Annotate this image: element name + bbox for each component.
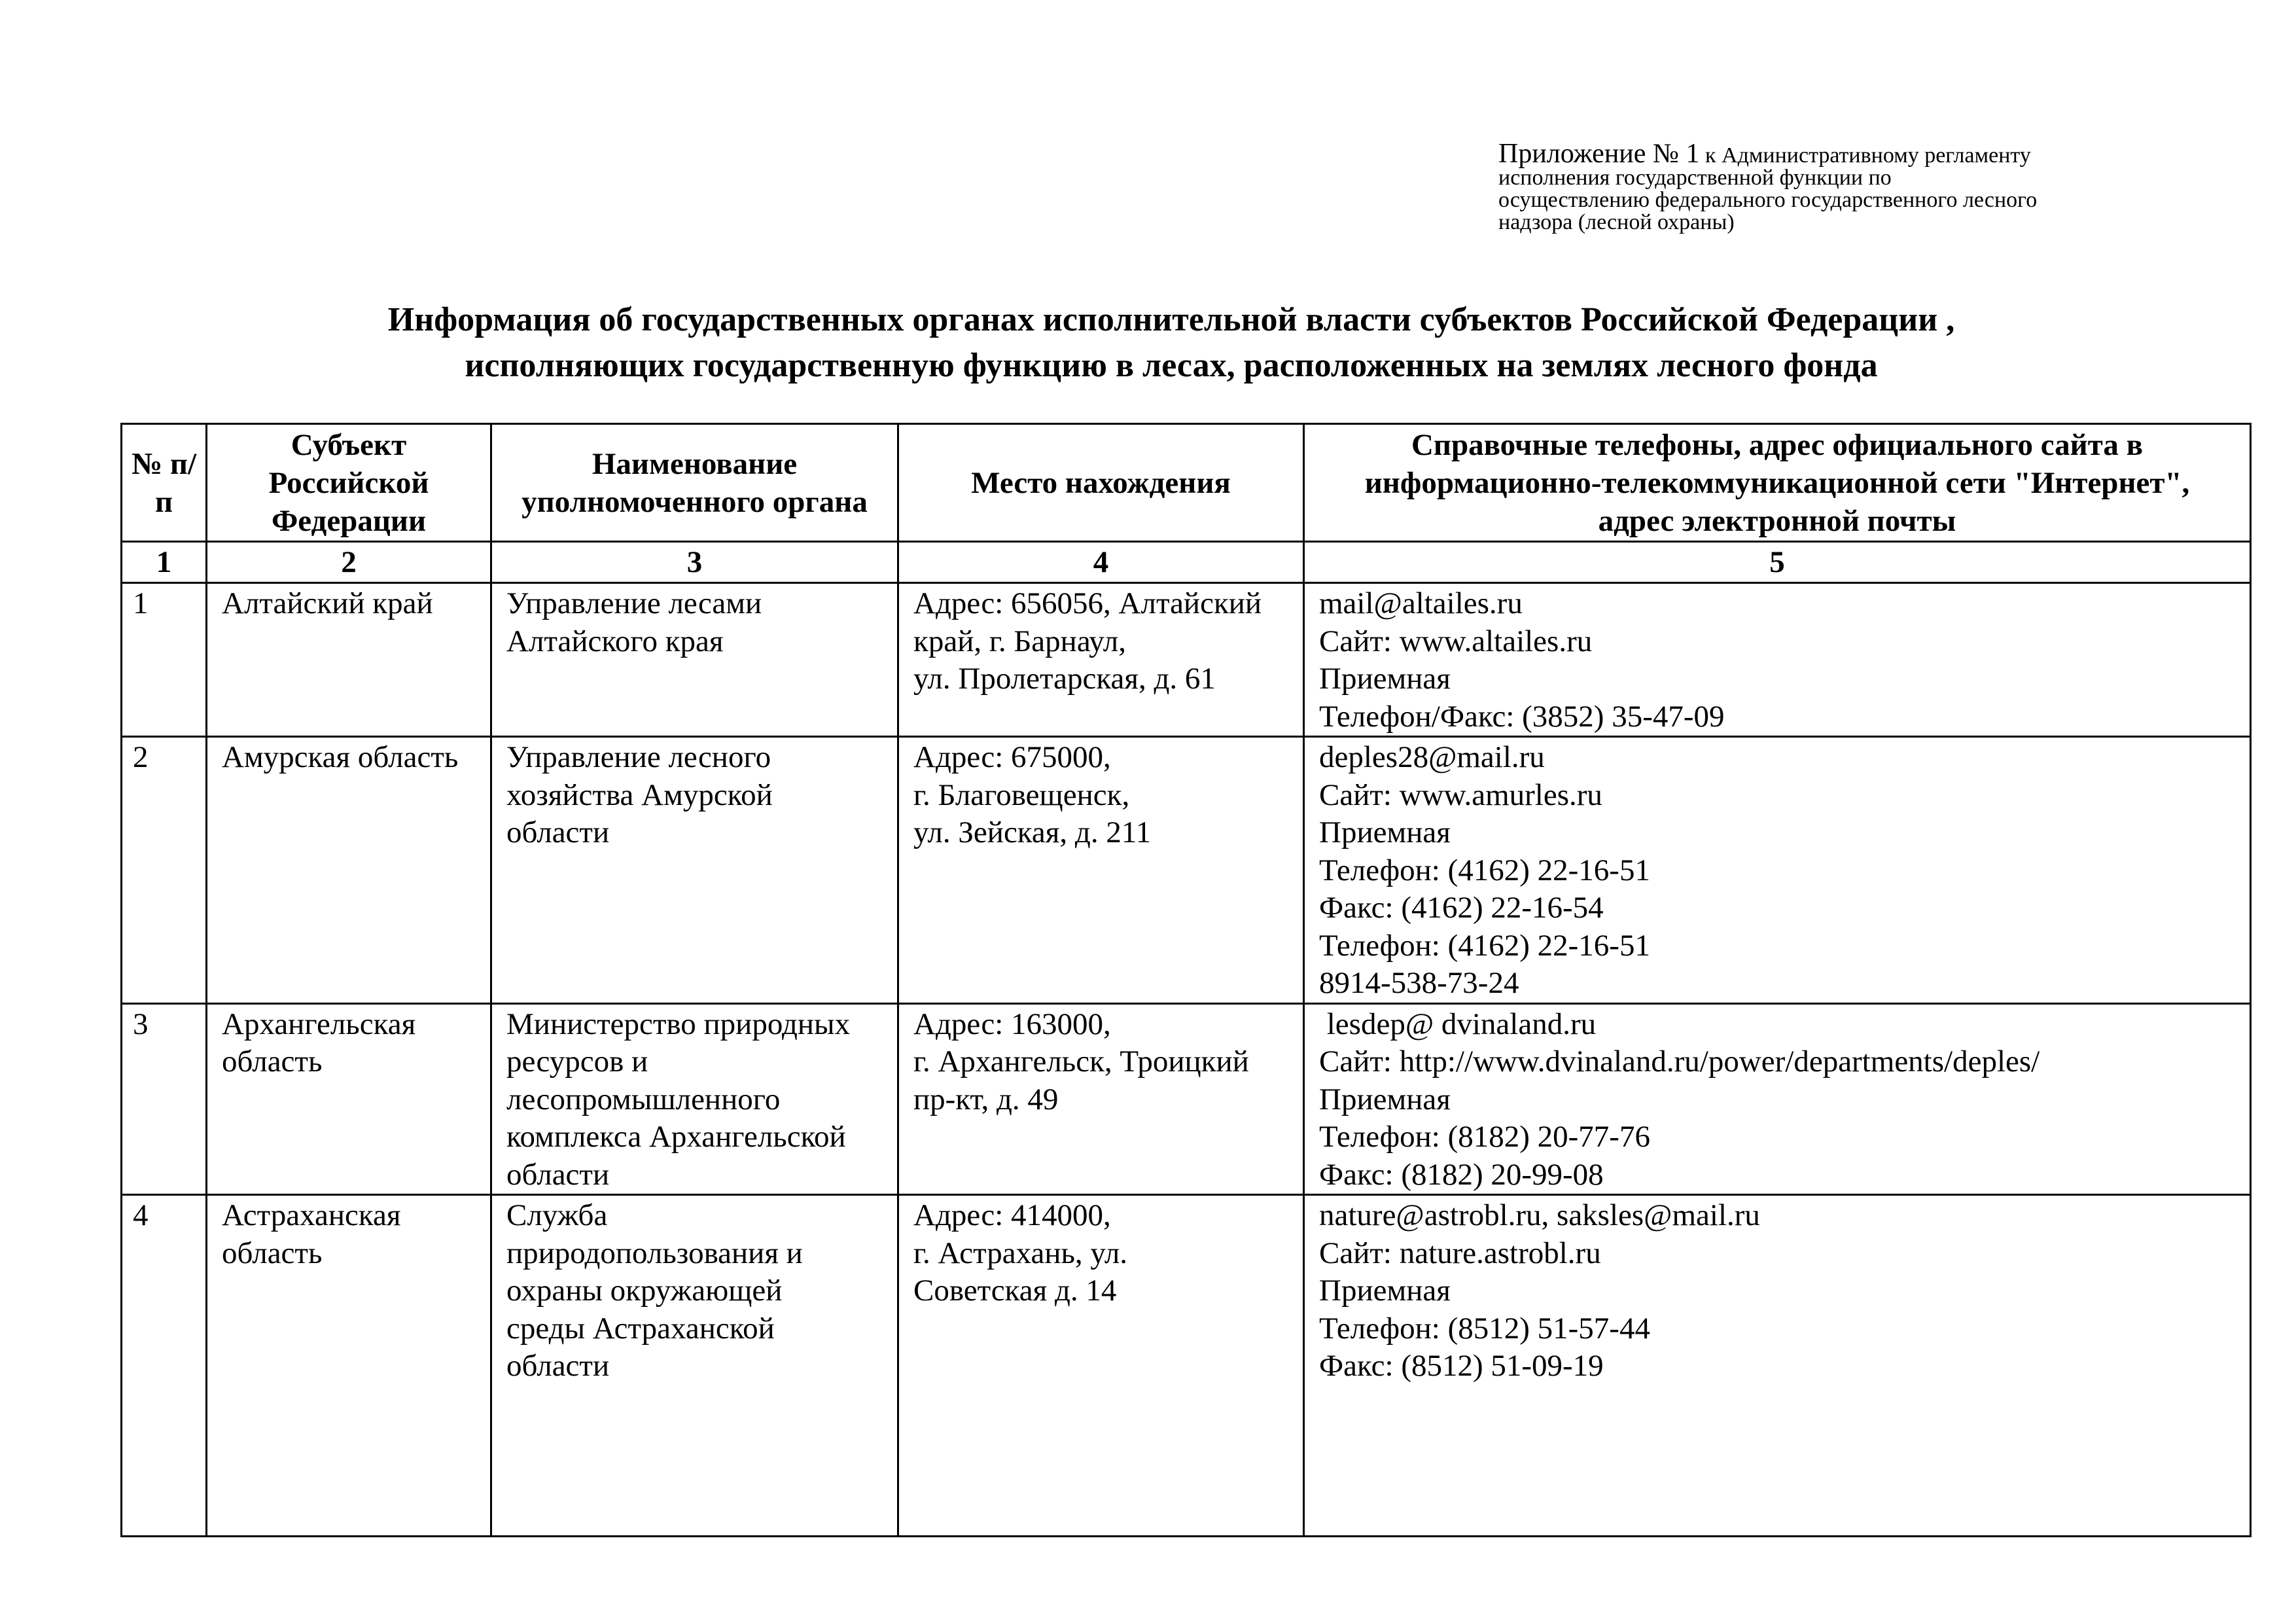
address-line: ул. Пролетарская, д. 61 [913, 662, 1216, 696]
column-number: 1 [122, 542, 207, 583]
row-contacts [1304, 1195, 2251, 1537]
address-line: г. Архангельск, Троицкий [913, 1044, 1249, 1079]
contact-phone: Телефон: (8182) 20-77-76 [1319, 1120, 1650, 1154]
row-subject: Амурская область [207, 737, 491, 1004]
header-organ: Наименование уполномоченного органа [491, 424, 898, 542]
row-address [898, 1195, 1304, 1537]
contact-mobile: 8914-538-73-24 [1319, 966, 1519, 1000]
appendix-ref: к Административному регламенту [1699, 143, 2031, 168]
row-organ: Служба природопользования и охраны окружающей среды Астраханской области [491, 1195, 898, 1537]
row-number: 2 [122, 737, 207, 1004]
row-number: 3 [122, 1003, 207, 1195]
contact-email: deples28@mail.ru [1319, 740, 1545, 774]
table-row [122, 1003, 2251, 1195]
address-line: Адрес: 163000, [913, 1007, 1111, 1041]
table-row [122, 583, 2251, 737]
row-contacts [1304, 583, 2251, 737]
address-line: край, г. Барнаул, [913, 624, 1126, 658]
address-line: Адрес: 656056, Алтайский [913, 586, 1262, 620]
contact-reception: Приемная [1319, 1082, 1451, 1116]
table-row [122, 737, 2251, 1004]
appendix-line-3: осуществлению федерального государственного лесного [1498, 188, 2038, 212]
contact-fax: Факс: (8182) 20-99-08 [1319, 1157, 1604, 1192]
address-line: г. Астрахань, ул. [913, 1236, 1128, 1270]
header-row [122, 424, 2251, 542]
title-line-2: исполняющих государственную функцию в лесах, расположенных на землях лесного фонда [465, 347, 1878, 384]
row-subject: Алтайский край [207, 583, 491, 737]
row-subject: Архангельская область [207, 1003, 491, 1195]
row-subject: Астраханская область [207, 1195, 491, 1537]
header-number: № п/п [122, 424, 207, 542]
contact-site: Сайт: www.amurles.ru [1319, 777, 1602, 812]
contact-site: Сайт: http://www.dvinaland.ru/power/departments/deples/ [1319, 1044, 2040, 1079]
column-number: 3 [491, 542, 898, 583]
contact-phone: Телефон: (8512) 51-57-44 [1319, 1311, 1650, 1346]
address-line: Советская д. 14 [913, 1274, 1117, 1308]
contact-email: lesdep@ dvinaland.ru [1319, 1007, 1597, 1041]
column-number: 5 [1304, 542, 2251, 583]
row-address [898, 1003, 1304, 1195]
row-contacts [1304, 1003, 2251, 1195]
appendix-line-1 [1498, 139, 2244, 169]
title-line-1: Информация об государственных органах исполнительной власти субъектов Российской Федерации , [387, 301, 1955, 338]
contact-phone: Телефон: (4162) 22-16-51 [1319, 928, 1650, 963]
contact-reception: Приемная [1319, 815, 1451, 849]
authorities-table [120, 423, 2252, 1537]
row-organ: Министерство природных ресурсов и лесопромышленного комплекса Архангельской области [491, 1003, 898, 1195]
row-address [898, 737, 1304, 1004]
contact-reception: Приемная [1319, 1274, 1451, 1308]
contact-fax: Факс: (4162) 22-16-54 [1319, 891, 1604, 925]
row-organ: Управление лесами Алтайского края [491, 583, 898, 737]
row-organ: Управление лесного хозяйства Амурской области [491, 737, 898, 1004]
appendix-note [1498, 139, 2244, 234]
header-subject: Субъект Российской Федерации [207, 424, 491, 542]
contact-site: Сайт: www.altailes.ru [1319, 624, 1593, 658]
address-line: Адрес: 414000, [913, 1198, 1111, 1232]
row-address [898, 583, 1304, 737]
header-contacts: Справочные телефоны, адрес официального сайта в информационно-телекоммуникационной сети "Интернет", адрес электронной почты [1304, 424, 2251, 542]
contact-phone: Телефон: (4162) 22-16-51 [1319, 853, 1650, 887]
row-number: 1 [122, 583, 207, 737]
appendix-line-4: надзора (лесной охраны) [1498, 210, 1735, 234]
appendix-number: Приложение № 1 [1498, 139, 1700, 169]
address-line: Адрес: 675000, [913, 740, 1111, 774]
column-numbers-row [122, 542, 2251, 583]
contact-phone: Телефон/Факс: (3852) 35-47-09 [1319, 699, 1725, 734]
document-title [118, 297, 2225, 389]
appendix-line-2: исполнения государственной функции по [1498, 166, 1892, 190]
header-location: Место нахождения [898, 424, 1304, 542]
contact-email: nature@astrobl.ru, saksles@mail.ru [1319, 1198, 1760, 1232]
contact-site: Сайт: nature.astrobl.ru [1319, 1236, 1601, 1270]
address-line: ул. Зейская, д. 211 [913, 815, 1152, 849]
address-line: пр-кт, д. 49 [913, 1082, 1059, 1116]
contact-email: mail@altailes.ru [1319, 586, 1523, 620]
contact-reception: Приемная [1319, 662, 1451, 696]
row-number: 4 [122, 1195, 207, 1537]
column-number: 4 [898, 542, 1304, 583]
table-row [122, 1195, 2251, 1537]
column-number: 2 [207, 542, 491, 583]
contact-fax: Факс: (8512) 51-09-19 [1319, 1349, 1604, 1383]
row-contacts [1304, 737, 2251, 1004]
address-line: г. Благовещенск, [913, 777, 1130, 812]
